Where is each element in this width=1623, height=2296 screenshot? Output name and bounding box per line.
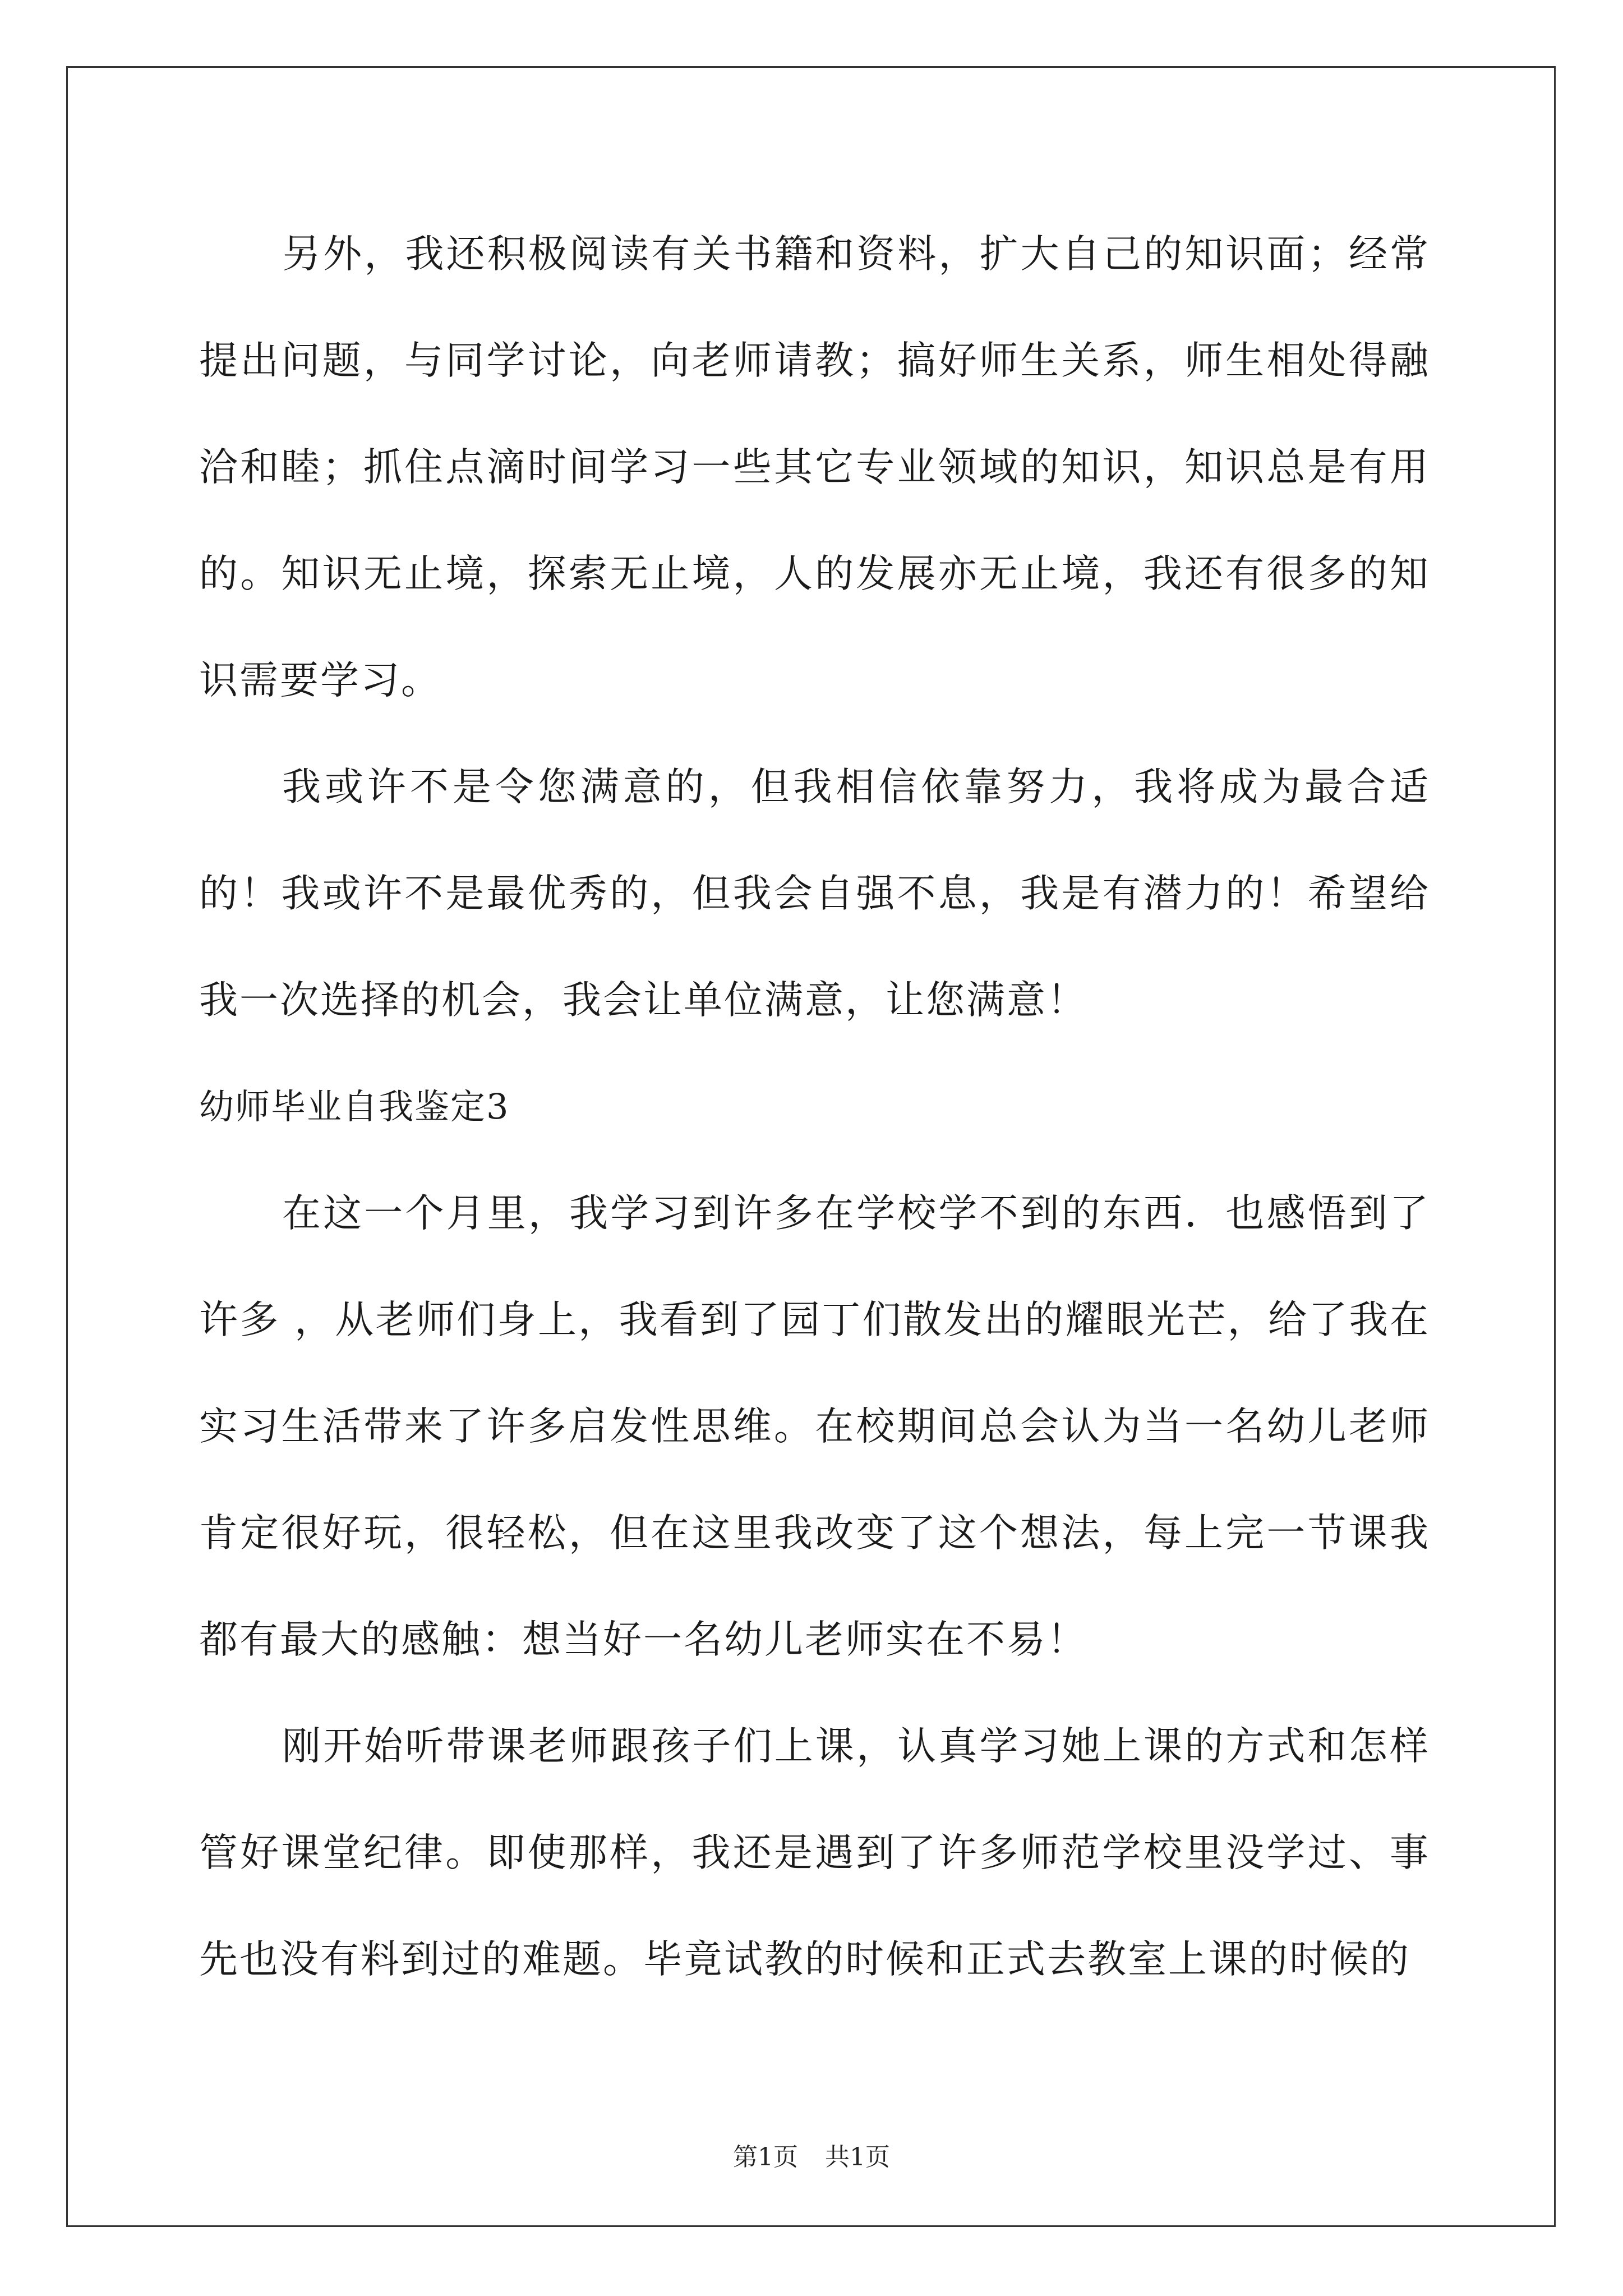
page-number: 第1页	[733, 2143, 798, 2171]
paragraph-self-assessment: 我或许不是令您满意的，但我相信依靠努力，我将成为最合适的！我或许不是最优秀的，但我会自强不息，我是有潜力的！希望给我一次选择的机会，我会让单位满意，让您满意！	[199, 765, 1430, 1023]
paragraph-internship-month: 在这一个月里，我学习到许多在学校学不到的东西．也感悟到了许多 ，从老师们身上，我看到了园丁们散发出的耀眼光芒，给了我在实习生活带来了许多启发性思维。在校期间总会认为当一名幼儿老师肯定很好玩，很轻松，但在这里我改变了这个想法，每上完一节课我都有最大的感触：想当好一名幼儿老师实在不易！	[199, 1191, 1430, 1662]
document-body	[199, 201, 1430, 2013]
section-heading: 幼师毕业自我鉴定3	[199, 1086, 510, 1127]
page-total: 共1页	[825, 2143, 890, 2171]
page-footer	[0, 2141, 1623, 2174]
paragraph-first-lessons: 刚开始听带课老师跟孩子们上课，认真学习她上课的方式和怎样管好课堂纪律。即使那样，我还是遇到了许多师范学校里没学过、事先也没有料到过的难题。毕竟试教的时候和正式去教室上课的时候的	[199, 1724, 1430, 1982]
paragraph-reading: 另外，我还积极阅读有关书籍和资料，扩大自己的知识面；经常提出问题，与同学讨论，向老师请教；搞好师生关系，师生相处得融洽和睦；抓住点滴时间学习一些其它专业领域的知识，知识总是有用的。知识无止境，探索无止境，人的发展亦无止境，我还有很多的知识需要学习。	[199, 232, 1430, 703]
